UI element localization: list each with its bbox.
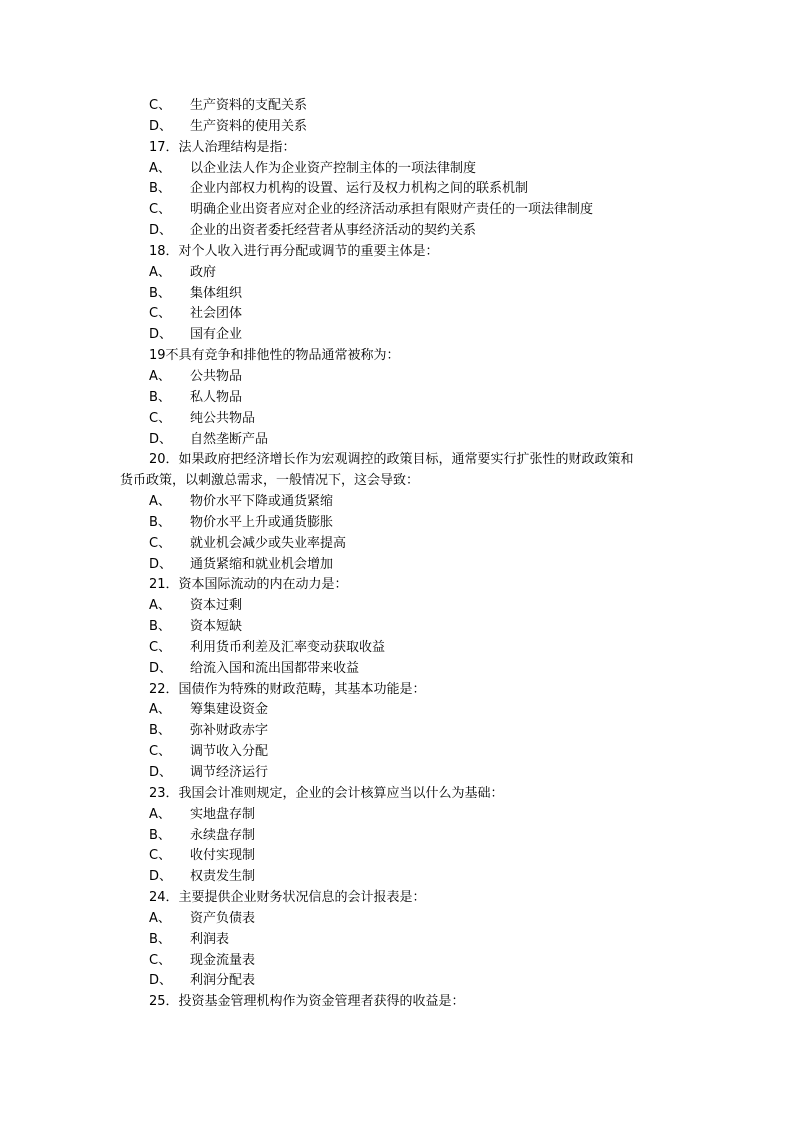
option-letter: C、 bbox=[149, 98, 172, 113]
option-text: 集体组织 bbox=[190, 285, 243, 301]
option-letter: D、 bbox=[149, 118, 173, 134]
option-text: 国有企业 bbox=[190, 327, 243, 343]
answer-option bbox=[0, 617, 794, 638]
option-letter: B、 bbox=[149, 389, 171, 405]
option-text: 利润表 bbox=[190, 931, 230, 947]
option-text: 通货紧缩和就业机会增加 bbox=[190, 556, 334, 572]
answer-option bbox=[0, 659, 794, 680]
option-text: 资本过剩 bbox=[190, 598, 243, 614]
option-text: 利润分配表 bbox=[190, 973, 256, 989]
answer-option bbox=[0, 513, 794, 534]
answer-option bbox=[0, 638, 794, 659]
question-text: 24．主要提供企业财务状况信息的会计报表是： bbox=[149, 890, 426, 906]
option-letter: D、 bbox=[149, 223, 173, 239]
option-letter: B、 bbox=[149, 827, 171, 843]
option-text: 企业内部权力机构的设置、运行及权力机构之间的联系机制 bbox=[190, 181, 529, 197]
option-text: 给流入国和流出国都带来收益 bbox=[190, 660, 360, 676]
option-letter: B、 bbox=[149, 181, 171, 197]
answer-option bbox=[0, 805, 794, 826]
document-page bbox=[0, 96, 794, 1013]
option-letter: A、 bbox=[149, 598, 171, 614]
option-text: 利用货币利差及汇率变动获取收益 bbox=[190, 639, 386, 655]
answer-option bbox=[0, 325, 794, 346]
option-letter: D、 bbox=[149, 660, 173, 676]
answer-option bbox=[0, 846, 794, 867]
answer-option bbox=[0, 742, 794, 763]
answer-option bbox=[0, 263, 794, 284]
answer-option bbox=[0, 700, 794, 721]
answer-option bbox=[0, 96, 794, 117]
option-letter: B、 bbox=[149, 619, 171, 635]
option-letter: D、 bbox=[149, 973, 173, 989]
option-letter: C、 bbox=[149, 848, 172, 864]
question-text: 22．国债作为特殊的财政范畴，其基本功能是： bbox=[149, 681, 426, 697]
option-letter: C、 bbox=[149, 410, 172, 426]
answer-option bbox=[0, 367, 794, 388]
option-text: 社会团体 bbox=[190, 306, 243, 322]
question-text: 20．如果政府把经济增长作为宏观调控的政策目标，通常要实行扩张性的财政政策和 bbox=[149, 452, 634, 468]
option-text: 公共物品 bbox=[190, 368, 243, 384]
option-letter: D、 bbox=[149, 556, 173, 572]
option-text: 资产负债表 bbox=[190, 910, 256, 926]
option-letter: C、 bbox=[149, 639, 172, 655]
option-letter: B、 bbox=[149, 514, 171, 530]
option-letter: A、 bbox=[149, 806, 171, 822]
answer-option bbox=[0, 971, 794, 992]
answer-option bbox=[0, 826, 794, 847]
option-letter: C、 bbox=[149, 952, 172, 968]
option-letter: D、 bbox=[149, 869, 173, 885]
answer-option bbox=[0, 721, 794, 742]
option-letter: C、 bbox=[149, 535, 172, 551]
option-letter: C、 bbox=[149, 744, 172, 760]
option-letter: A、 bbox=[149, 494, 171, 510]
answer-option bbox=[0, 284, 794, 305]
option-text: 现金流量表 bbox=[190, 952, 256, 968]
option-text: 就业机会减少或失业率提高 bbox=[190, 535, 347, 551]
option-text: 收付实现制 bbox=[190, 848, 256, 864]
option-letter: B、 bbox=[149, 285, 171, 301]
option-text: 物价水平下降或通货紧缩 bbox=[190, 494, 334, 510]
answer-option bbox=[0, 117, 794, 138]
question-text: 23．我国会计准则规定，企业的会计核算应当以什么为基础： bbox=[149, 785, 504, 801]
answer-option bbox=[0, 930, 794, 951]
option-letter: A、 bbox=[149, 264, 171, 280]
answer-option bbox=[0, 304, 794, 325]
option-text: 明确企业出资者应对企业的经济活动承担有限财产责任的一项法律制度 bbox=[190, 202, 594, 218]
option-text: 物价水平上升或通货膨胀 bbox=[190, 514, 334, 530]
option-letter: B、 bbox=[149, 723, 171, 739]
answer-option bbox=[0, 909, 794, 930]
option-text: 生产资料的使用关系 bbox=[190, 118, 308, 134]
option-letter: C、 bbox=[149, 306, 172, 322]
option-text: 自然垄断产品 bbox=[190, 431, 269, 447]
answer-option bbox=[0, 492, 794, 513]
option-letter: D、 bbox=[149, 765, 173, 780]
option-letter: A、 bbox=[149, 910, 171, 926]
option-letter: A、 bbox=[149, 702, 171, 718]
answer-option bbox=[0, 951, 794, 972]
option-text: 调节收入分配 bbox=[190, 744, 269, 760]
answer-option bbox=[0, 409, 794, 430]
answer-option bbox=[0, 430, 794, 451]
option-letter: A、 bbox=[149, 160, 171, 176]
option-letter: B、 bbox=[149, 931, 171, 947]
question-text: 25．投资基金管理机构作为资金管理者获得的收益是： bbox=[149, 994, 465, 1010]
answer-option bbox=[0, 763, 794, 784]
answer-option bbox=[0, 221, 794, 242]
answer-option bbox=[0, 159, 794, 180]
answer-option bbox=[0, 555, 794, 576]
answer-option bbox=[0, 867, 794, 888]
option-letter: C、 bbox=[149, 202, 172, 218]
option-text: 弥补财政赤字 bbox=[190, 723, 269, 739]
option-text: 以企业法人作为企业资产控制主体的一项法律制度 bbox=[190, 160, 477, 176]
option-text: 永续盘存制 bbox=[190, 827, 256, 843]
option-text: 纯公共物品 bbox=[190, 410, 256, 426]
option-text: 企业的出资者委托经营者从事经济活动的契约关系 bbox=[190, 223, 477, 239]
option-letter: D、 bbox=[149, 327, 173, 343]
option-text: 实地盘存制 bbox=[190, 806, 256, 822]
answer-option bbox=[0, 179, 794, 200]
answer-option bbox=[0, 534, 794, 555]
option-text: 政府 bbox=[190, 264, 217, 280]
option-letter: D、 bbox=[149, 431, 173, 447]
answer-option bbox=[0, 388, 794, 409]
answer-option bbox=[0, 200, 794, 221]
question-text: 18．对个人收入进行再分配或调节的重要主体是： bbox=[149, 243, 439, 259]
question-text: 21．资本国际流动的内在动力是： bbox=[149, 577, 348, 593]
option-text: 筹集建设资金 bbox=[190, 702, 269, 718]
option-text: 生产资料的支配关系 bbox=[190, 98, 308, 113]
answer-option bbox=[0, 596, 794, 617]
option-text: 权责发生制 bbox=[190, 869, 256, 885]
option-text: 调节经济运行 bbox=[190, 765, 269, 780]
question-text: 17．法人治理结构是指： bbox=[149, 139, 296, 155]
option-text: 私人物品 bbox=[190, 389, 243, 405]
option-text: 资本短缺 bbox=[190, 619, 243, 635]
option-letter: A、 bbox=[149, 368, 171, 384]
question-text: 19不具有竞争和排他性的物品通常被称为： bbox=[149, 348, 400, 364]
question-text-continued: 货币政策，以刺激总需求，一般情况下，这会导致： bbox=[120, 473, 420, 489]
